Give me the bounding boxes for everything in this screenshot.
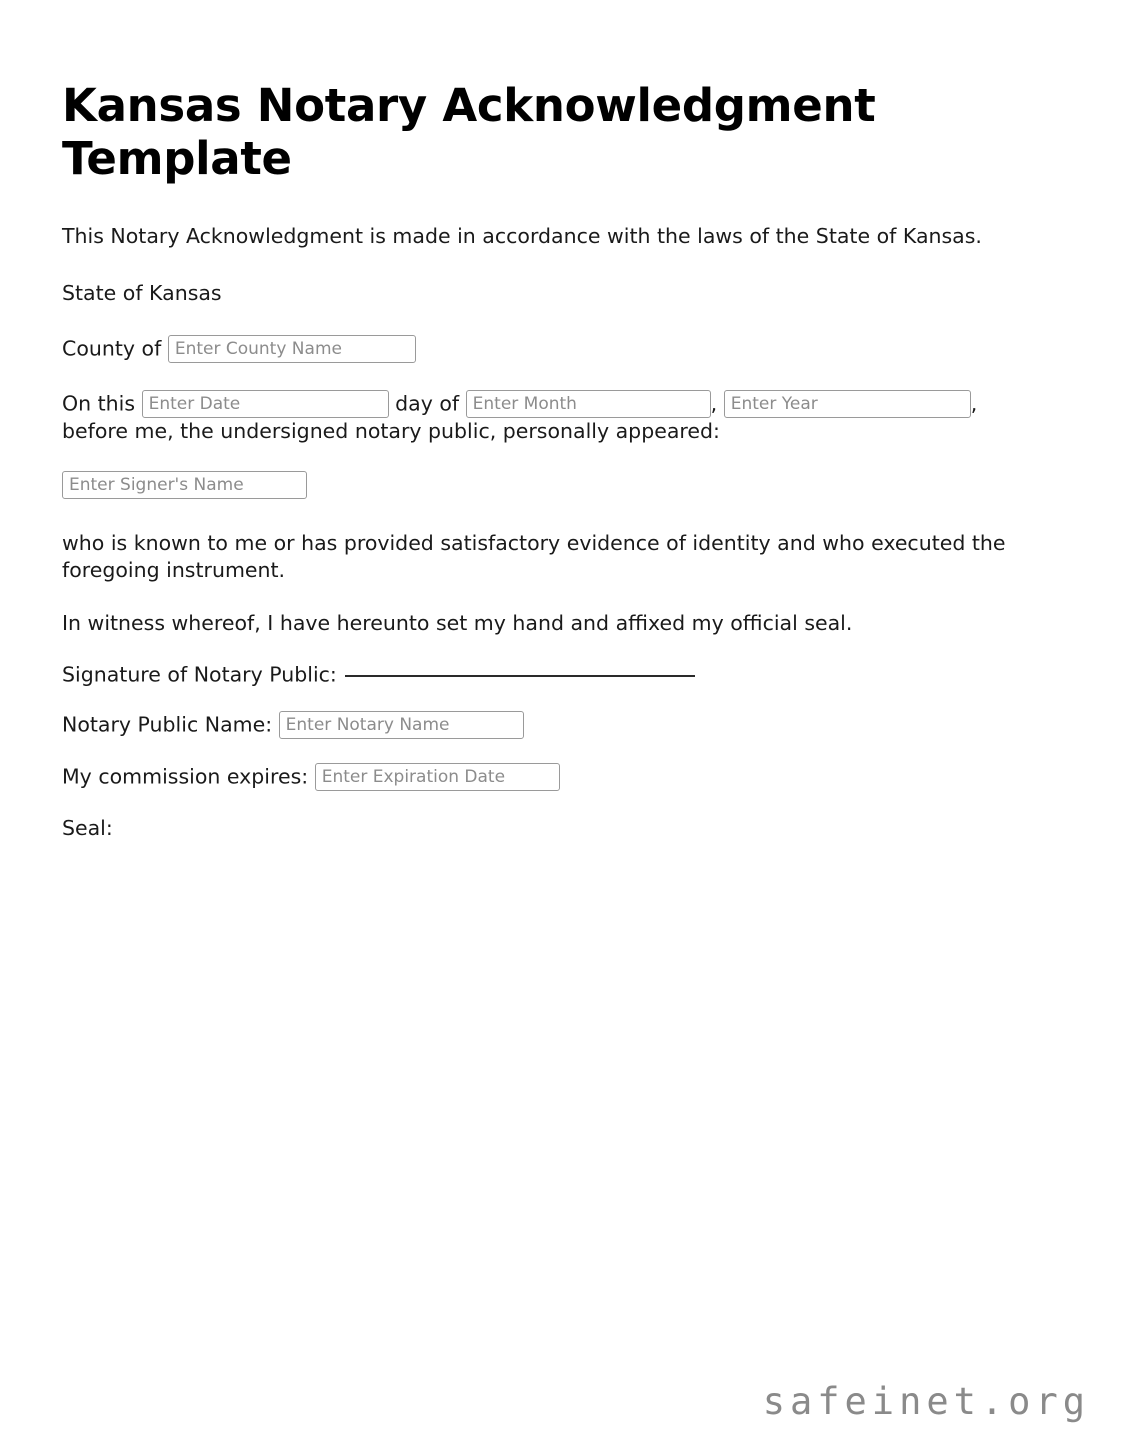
comma-after-month: , [710,391,718,416]
seal-label: Seal: [62,816,113,841]
day-of-label: day of [395,391,460,416]
before-me-line: before me, the undersigned notary public, personally appeared: [62,419,720,444]
signer-name-input[interactable] [62,471,307,499]
known-to-me-paragraph: who is known to me or has provided satisfactory evidence of identity and who executed the foregoing instrument. [62,531,1006,583]
county-row [62,335,1062,363]
signer-row [62,471,1062,499]
date-input[interactable] [142,390,389,418]
year-input[interactable] [724,390,971,418]
intro-paragraph: This Notary Acknowledgment is made in accordance with the laws of the State of Kansas. [62,224,982,249]
commission-expiry-input[interactable] [315,763,560,791]
commission-row [62,763,1062,791]
page-title: Kansas Notary Acknowledgment Template [62,79,876,185]
county-label: County of [62,336,162,361]
on-this-label: On this [62,391,136,416]
witness-paragraph: In witness whereof, I have hereunto set my hand and affixed my official seal. [62,610,853,635]
signature-line [345,675,695,677]
commission-label: My commission expires: [62,764,309,789]
signature-row [62,661,1062,689]
notary-name-label: Notary Public Name: [62,712,273,737]
state-line: State of Kansas [62,281,222,306]
date-row [62,390,1062,445]
county-input[interactable] [168,335,416,363]
notary-name-input[interactable] [279,711,524,739]
site-watermark: safeinet.org [762,1380,1090,1423]
month-input[interactable] [466,390,711,418]
signature-label: Signature of Notary Public: [62,662,337,687]
comma-after-year: , [970,391,978,416]
notary-name-row [62,711,1062,739]
